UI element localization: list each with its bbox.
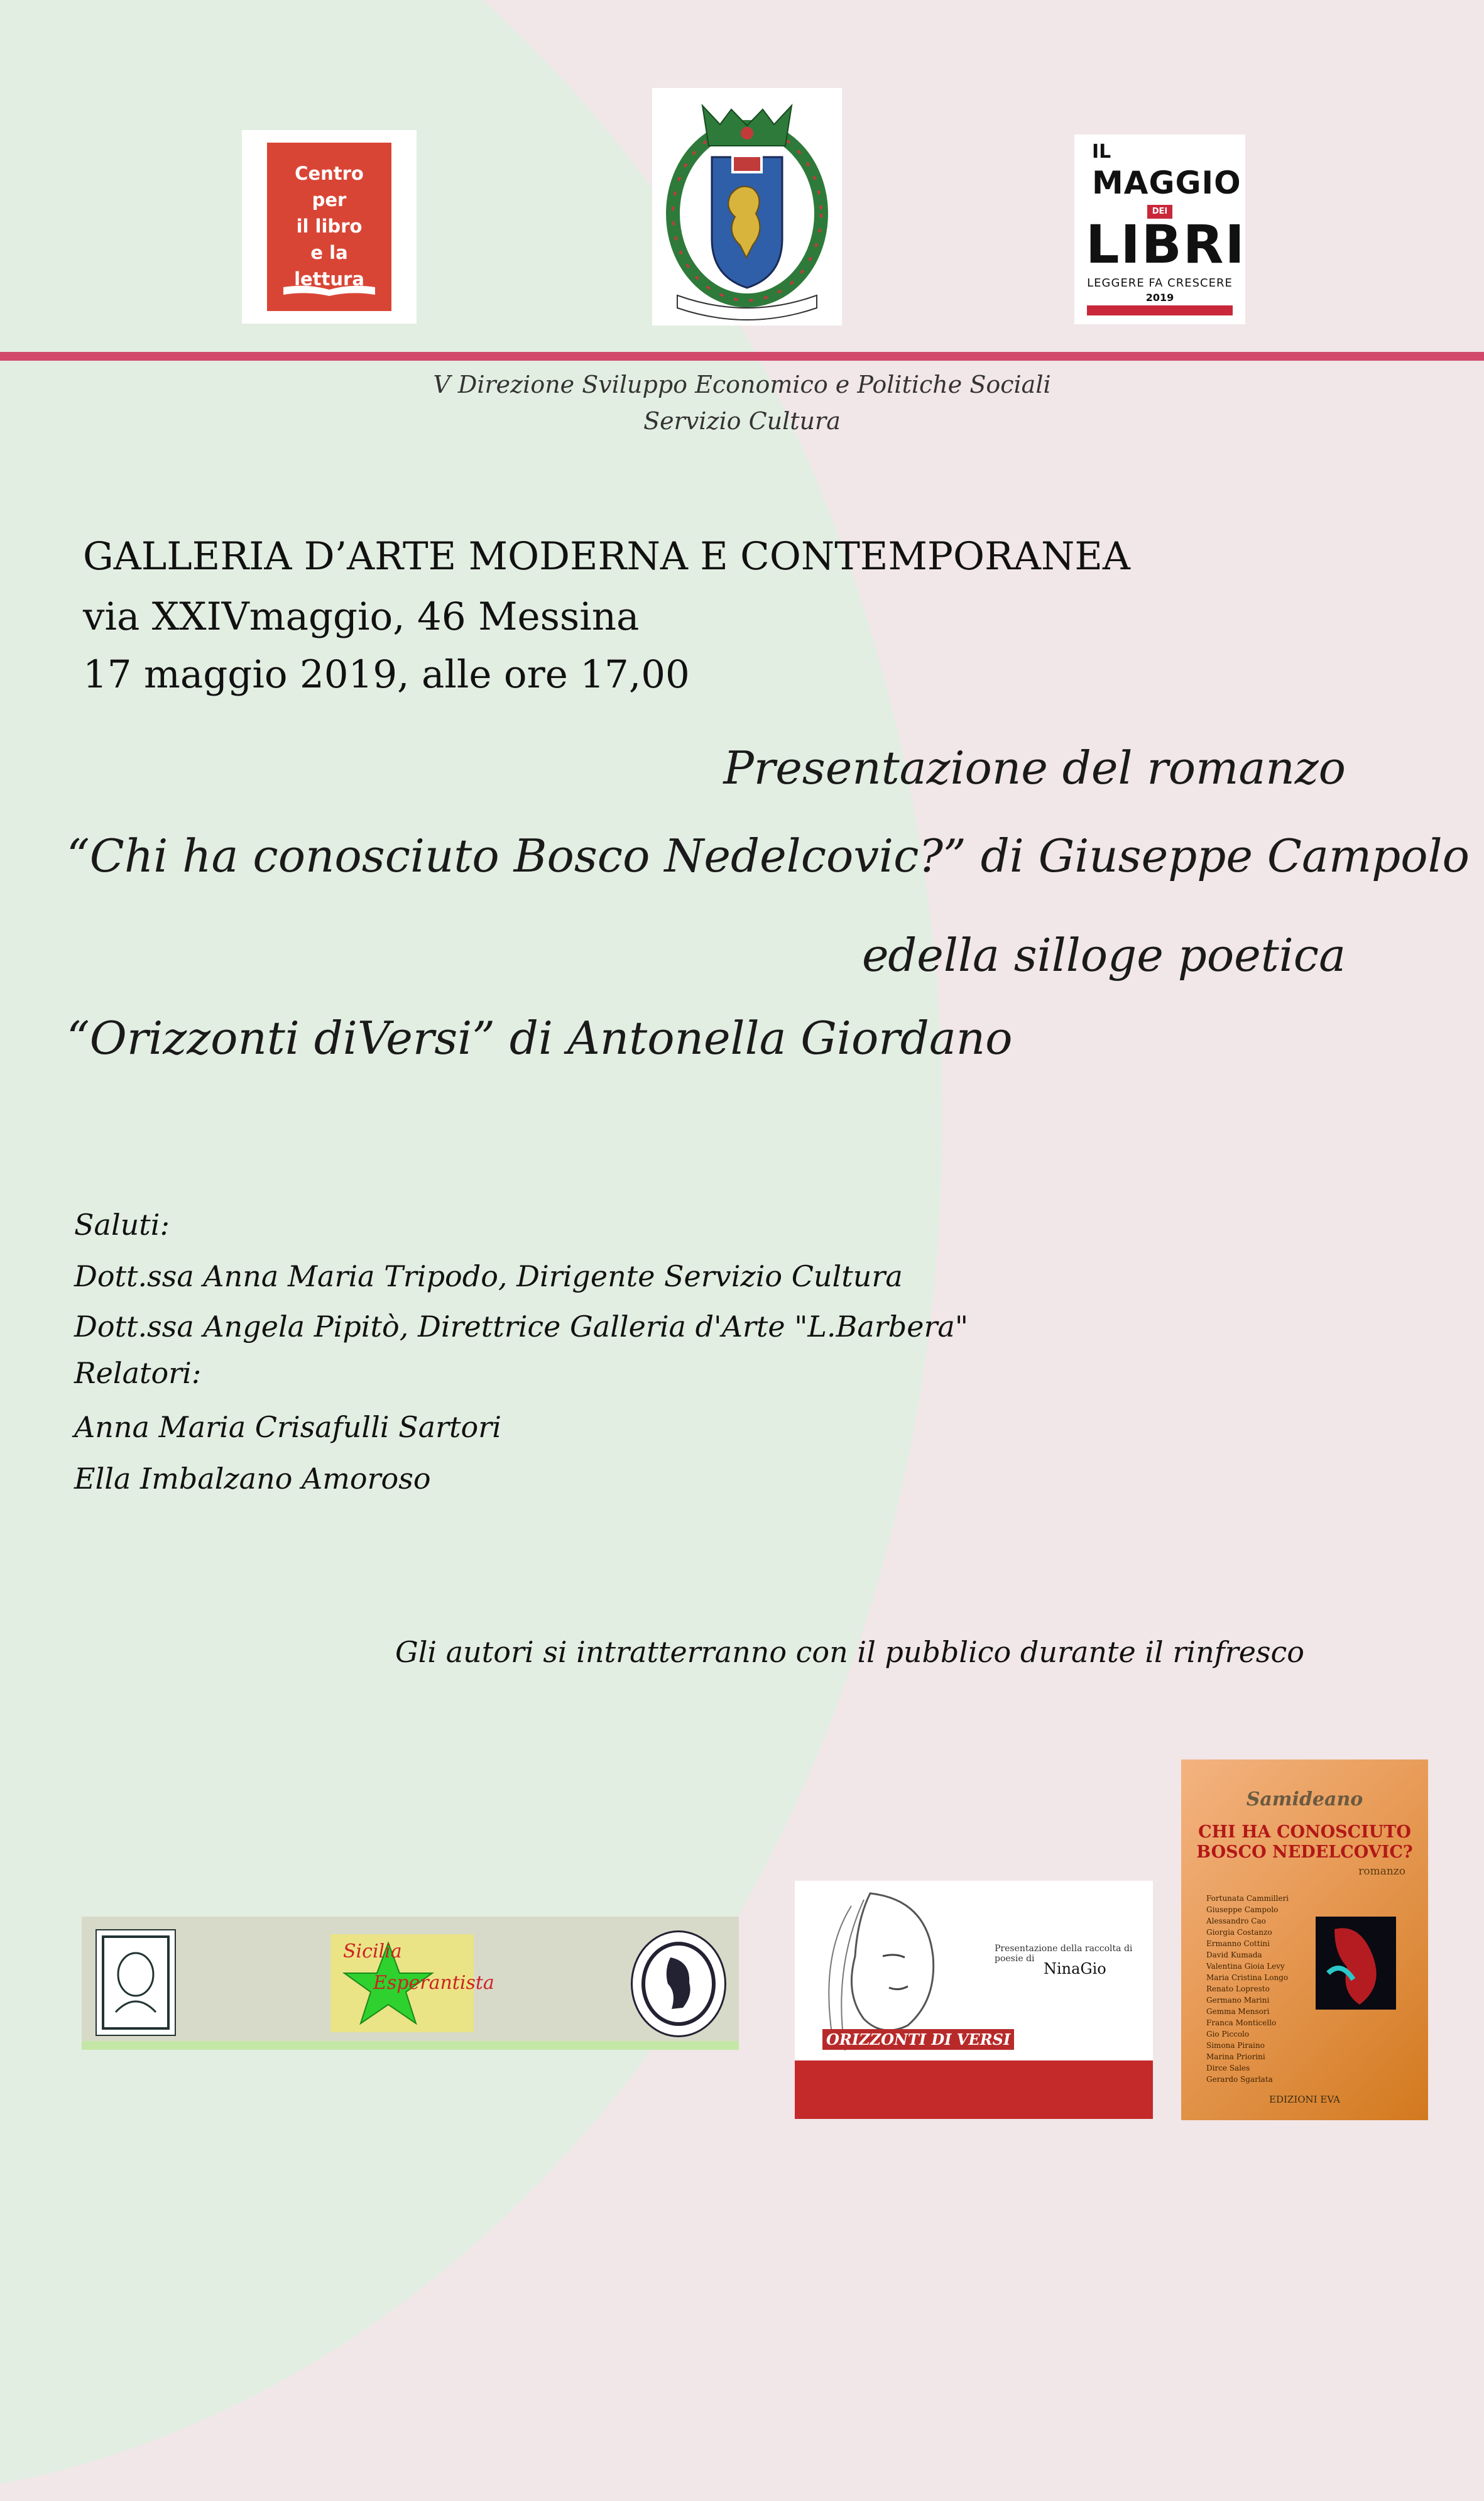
greeting-item: Dott.ssa Anna Maria Tripodo, Dirigente Servizio Cultura [74,1259,903,1293]
novel-title-line: “Chi ha conosciuto Bosco Nedelcovic?” di Giuseppe Campolo [67,829,1470,882]
book-cover-2-author: Samideano [1246,1788,1363,1810]
poetry-title-line: “Orizzonti diVersi” di Antonella Giordano [67,1012,1013,1064]
book-cover-2-contributors [1206,1893,1289,2085]
book-cover-1-author: NinaGio [1044,1960,1106,1978]
partner-strip-underline [82,2041,739,2050]
contributor-name: Germano Marini [1206,1996,1270,2005]
centro-libro-line: e la [310,242,348,263]
book-cover-2-title: CHI HA CONOSCIUTO BOSCO NEDELCOVIC? [1196,1822,1413,1862]
contributor-name: Gerardo Sgarlata [1206,2075,1273,2084]
contributor-name: Ermanno Cottini [1206,1939,1270,1948]
maggio-libri-bar [1087,305,1233,315]
contributor-name: Gemma Mensori [1206,2007,1270,2016]
book-cover-orizzonti [795,1881,1153,2119]
contributor-name: Maria Cristina Longo [1206,1973,1289,1982]
partner-logos-strip [82,1917,739,2050]
engraved-portrait-icon [97,1930,175,2035]
sicilia-label: Sicilia [343,1940,402,1962]
speaker-item: Anna Maria Crisafulli Sartori [74,1410,501,1444]
maggio-libri-year: 2019 [1145,292,1174,304]
centro-libro-logo [242,130,417,324]
partner-logo-engraving [95,1929,176,2036]
maggio-libri-maggio: MAGGIO [1092,165,1241,201]
speakers-label: Relatori: [74,1356,202,1390]
department-line-1: V Direzione Sviluppo Economico e Politiche Sociali [433,371,1051,398]
closing-note: Gli autori si intratterranno con il pubblico durante il rinfresco [395,1635,1304,1669]
poetry-collection-label: della silloge poetica [888,929,1346,982]
contributor-name: Giorgia Costanzo [1206,1928,1272,1937]
presentation-heading: Presentazione del romanzo [723,742,1346,794]
contributor-name: Marina Priorini [1206,2052,1265,2061]
centro-libro-line: Centro [295,163,364,184]
event-datetime: 17 maggio 2019, alle ore 17,00 [83,652,690,697]
presentation-and: e [862,929,889,982]
centro-libro-line: lettura [294,268,364,290]
venue-address: via XXIVmaggio, 46 Messina [83,594,640,639]
centro-libro-logo-panel [267,143,391,311]
contributor-name: Simona Piraino [1206,2041,1265,2050]
contributor-name: Dirce Sales [1206,2064,1250,2072]
book-cover-2-figure-image [1316,1917,1396,2010]
book-cover-red-band [795,2060,1153,2119]
sicilia-esperantista-logo [330,1934,494,2032]
profile-seal-icon [633,1932,724,2035]
book-cover-2-subtitle: romanzo [1358,1865,1405,1878]
centro-libro-logo-text [267,160,391,292]
centro-libro-line: per [312,189,347,211]
contributor-name: Renato Lopresto [1206,1984,1270,1993]
maggio-libri-logo [1074,134,1245,324]
abstract-figure-illustration [1316,1917,1396,2010]
maggio-libri-il: IL [1092,141,1111,163]
partner-round-seal [631,1930,726,2037]
maggio-libri-dei: DEI [1147,205,1172,219]
contributor-name: Giuseppe Campolo [1206,1905,1279,1914]
greeting-item: Dott.ssa Angela Pipitò, Direttrice Galleria d'Arte "L.Barbera" [74,1310,969,1344]
esperantista-label: Esperantista [373,1972,494,1994]
contributor-name: Fortunata Cammilleri [1206,1894,1289,1903]
book-cover-2-publisher: EDIZIONI EVA [1269,2094,1340,2105]
contributor-name: Alessandro Cao [1206,1917,1266,1925]
open-book-icon [282,285,376,297]
coat-of-arms-icon [652,88,842,326]
maggio-libri-tagline: LEGGERE FA CRESCERE [1087,276,1233,290]
contributor-name: Franca Monticello [1206,2018,1277,2027]
contributor-name: David Kumada [1206,1951,1262,1959]
contributor-name: Gio Piccolo [1206,2030,1250,2039]
greetings-label: Saluti: [74,1208,170,1242]
book-cover-1-title: ORIZZONTI DI VERSI [822,2029,1014,2050]
contributor-name: Valentina Gioia Levy [1206,1962,1285,1971]
book-cover-bosco-nedelcovic [1181,1759,1428,2120]
department-line-2: Servizio Cultura [643,407,841,435]
header-divider [0,352,1484,361]
venue-name: GALLERIA D’ARTE MODERNA E CONTEMPORANEA [83,534,1130,579]
centro-libro-line: il libro [296,216,363,237]
speaker-item: Ella Imbalzano Amoroso [74,1462,431,1496]
maggio-libri-libri: LIBRI [1086,214,1246,275]
book-cover-1-presentation: Presentazione della raccolta di poesie di [995,1944,1133,1964]
messina-crest-logo [652,88,842,326]
